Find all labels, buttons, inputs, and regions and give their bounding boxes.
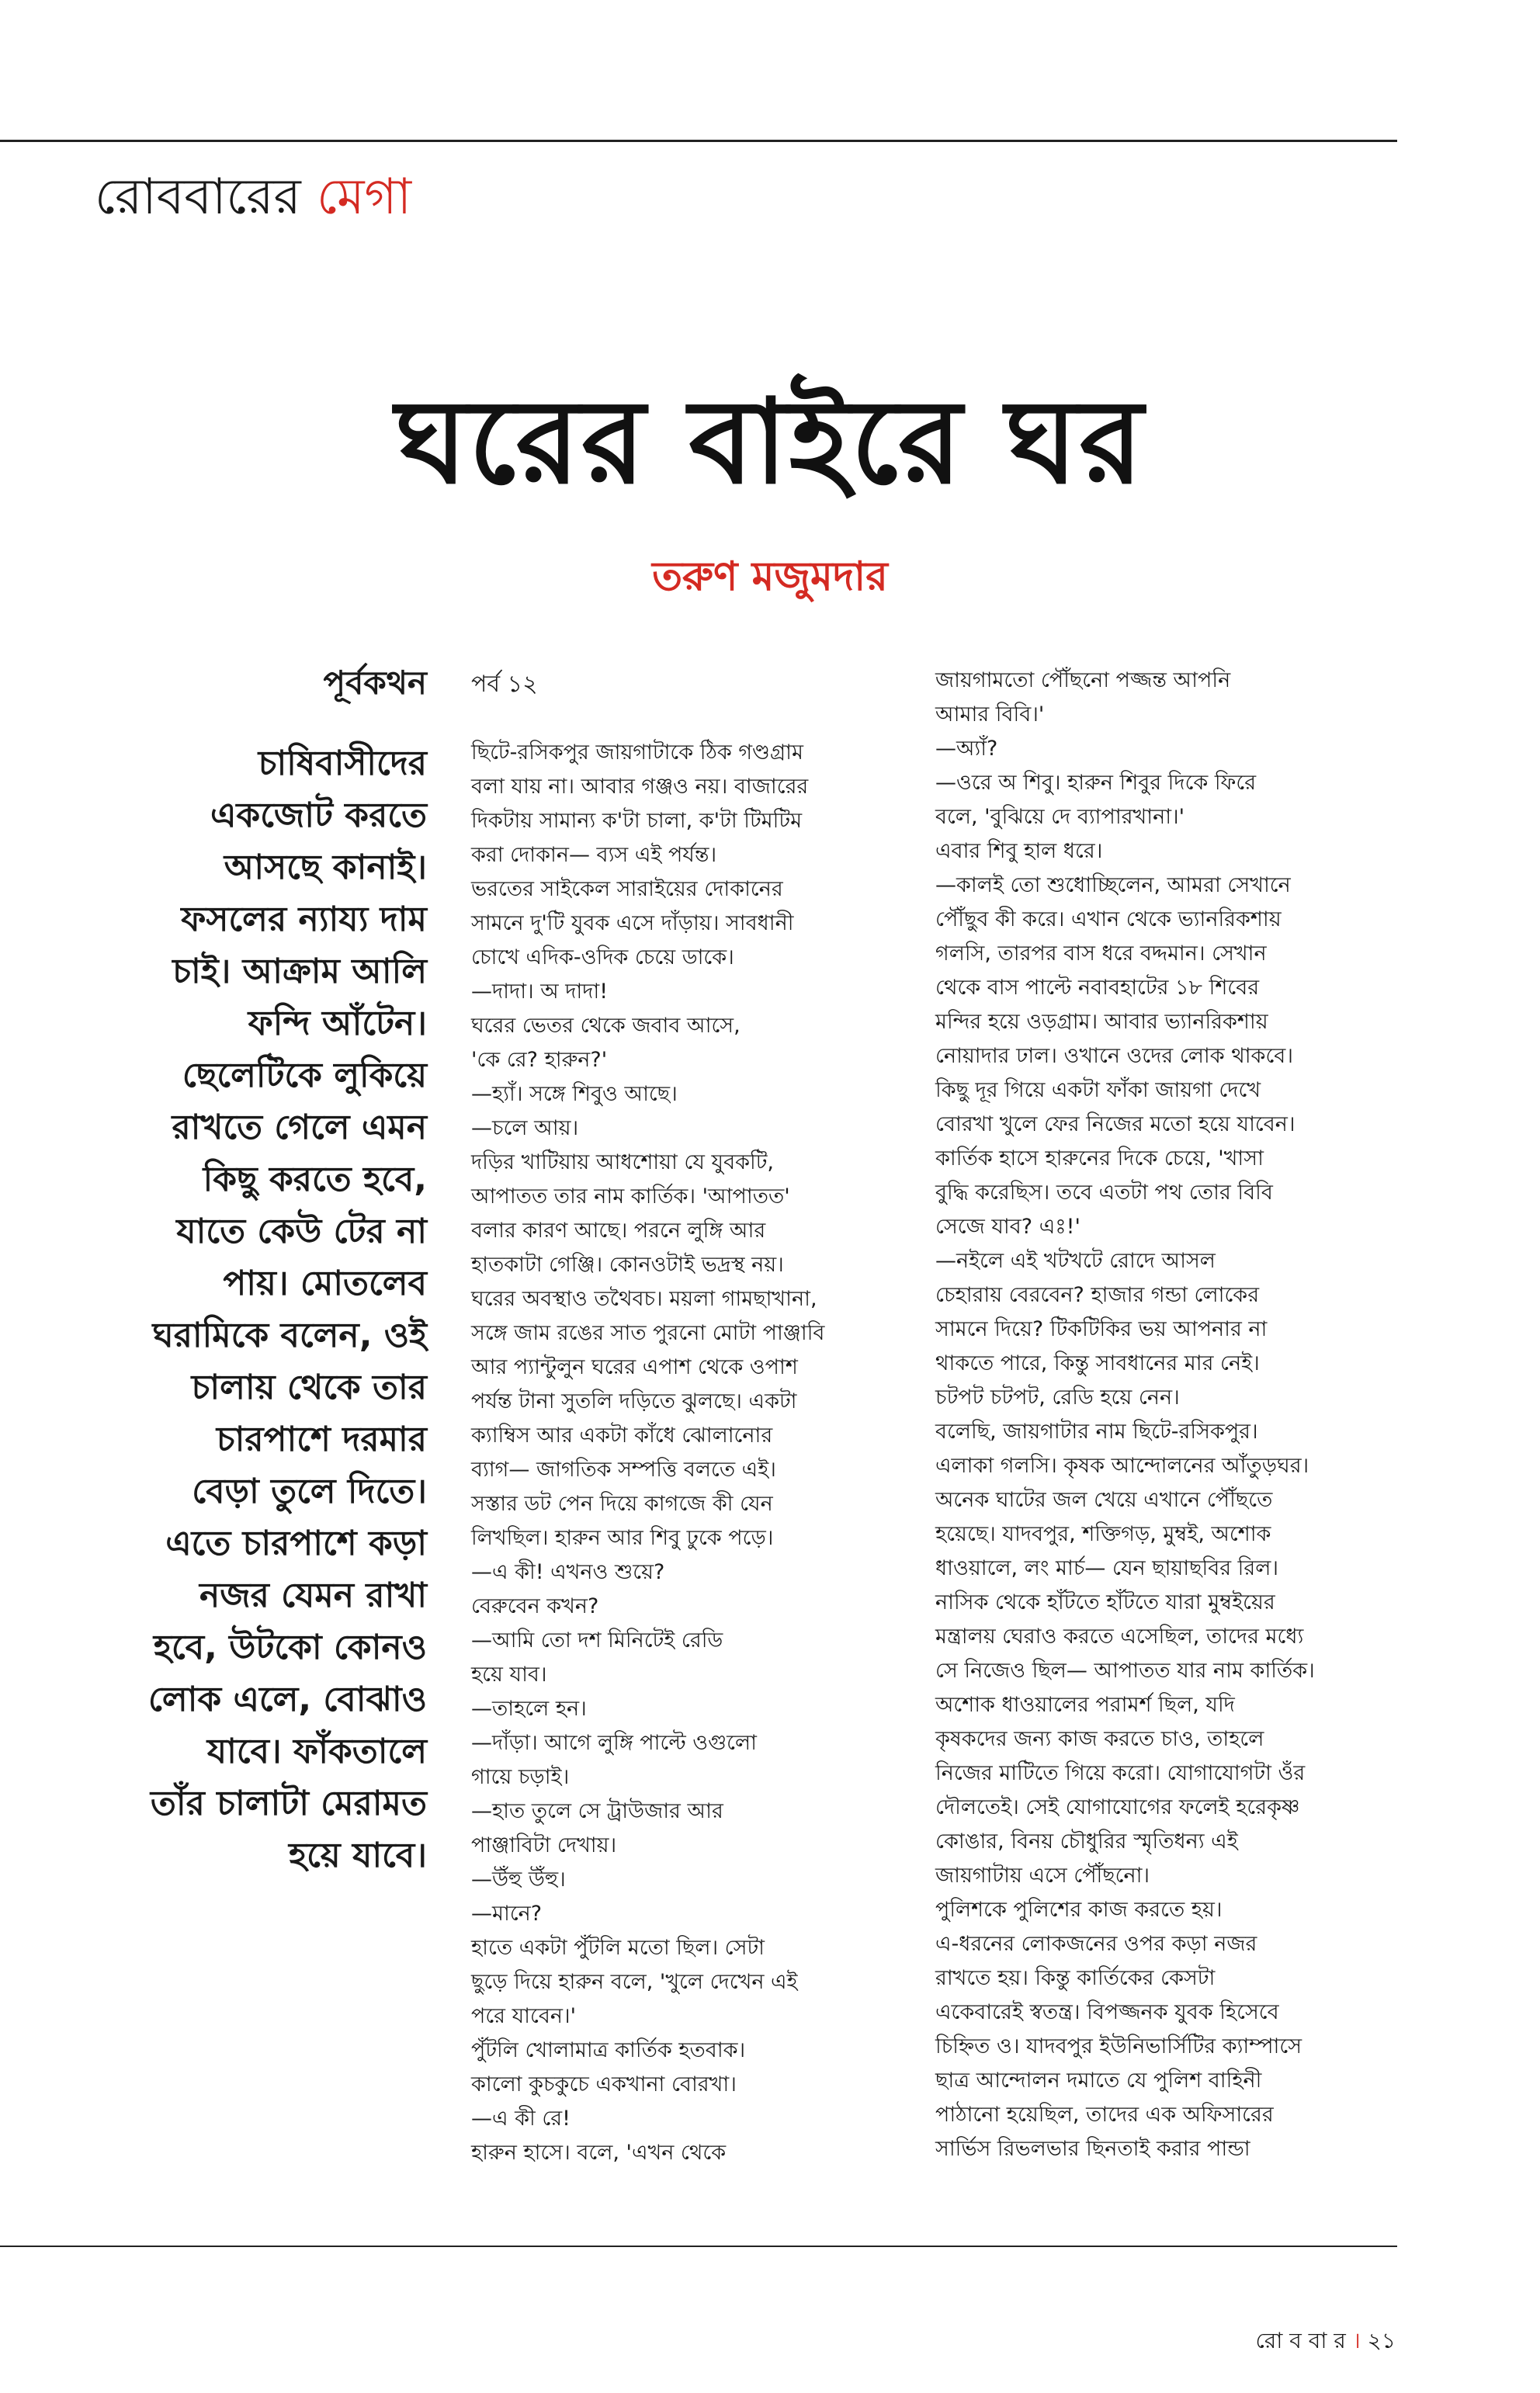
text-line: ধাওয়ালে, লং মার্চ— যেন ছায়াছবির রিল। [935,1556,1279,1580]
text-line: আমার বিবি।' [935,702,1045,727]
text-line: চটপট চটপট, রেডি হয়ে নেন। [935,1386,1180,1410]
section-highlight: মেগা [317,168,412,226]
text-line: দৌলতেই। সেই যোগাযোগের ফলেই হরেকৃষ্ণ [935,1795,1300,1819]
page-number: ২১ [1367,2328,1396,2353]
text-line: থাকতে পারে, কিন্তু সাবধানের মার নেই। [935,1351,1260,1375]
text-line: সার্ভিস রিভলভার ছিনতাই করার পান্ডা [935,2137,1250,2161]
summary-line: এতে চারপাশে কড়া [165,1524,427,1563]
text-line: হাতে একটা পুঁটলি মতো ছিল। সেটা [471,1936,765,1960]
text-line: করা দোকান— ব্যস এই পর্যন্ত। [471,843,717,867]
text-line: —অ্যাঁ? [935,737,998,761]
summary-line: লোক এলে, বোঝাও [147,1680,427,1719]
summary-line: চাষিবাসীদের [258,744,427,783]
page-footer [1256,2325,1396,2357]
text-line: কৃষকদের জন্য কাজ করতে চাও, তাহলে [935,1727,1264,1751]
summary-line: যাবে। ফাঁকতালে [206,1732,427,1771]
text-line: রাখতে হয়। কিন্তু কার্তিকের কেসটা [935,1966,1216,1990]
text-line: আর প্যান্টুলুন ঘরের এপাশ থেকে ওপাশ [471,1355,798,1379]
summary-line: ঘরামিকে বলেন, ওই [152,1316,427,1355]
summary-line: ছেলেটিকে লুকিয়ে [182,1056,427,1095]
text-line: ঘরের ভেতর থেকে জবাব আসে, [471,1014,741,1038]
summary-line: আসছে কানাই। [224,848,427,887]
text-line: —মানে? [471,1902,543,1926]
text-line: একেবারেই স্বতন্ত্র। বিপজ্জনক যুবক হিসেবে [935,2000,1279,2024]
summary-line: ফসলের ন্যায্য দাম [181,900,427,939]
summary-line: চারপাশে দরমার [216,1420,427,1459]
text-line: নাসিক থেকে হাঁটতে হাঁটতে যারা মুম্বইয়ের [935,1590,1275,1614]
text-column-1 [471,668,836,2170]
text-line: —এ কী রে! [471,2107,571,2131]
text-line: —চলে আয়। [471,1116,579,1140]
text-line: —এ কী! এখনও শুয়ে? [471,1560,665,1584]
text-line: ছুড়ে দিয়ে হারুন বলে, 'খুলে দেখেন এই [471,1970,798,1994]
text-line: বুদ্ধি করেছিস। তবে এতটা পথ তোর বিবি [935,1181,1273,1205]
text-line: ব্যাগ— জাগতিক সম্পত্তি বলতে এই। [471,1458,776,1482]
text-line: পুঁটলি খোলামাত্র কার্তিক হতবাক। [471,2038,746,2062]
text-line: —দাঁড়া। আগে লুঙ্গি পাল্টে ওগুলো [471,1731,757,1755]
summary-line: চাই। আক্রাম আলি [172,952,427,991]
text-line: লিখছিল। হারুন আর শিবু ঢুকে পড়ে। [471,1526,774,1550]
summary-line: হবে, উটকো কোনও [153,1628,427,1667]
text-line: সস্তার ডট পেন দিয়ে কাগজে কী যেন [471,1492,773,1516]
text-line: —উঁহু উঁহু। [471,1868,566,1892]
text-line: —হাত তুলে সে ট্রাউজার আর [471,1799,723,1823]
text-line: —নইলে এই খটখটে রোদে আসল [935,1249,1216,1273]
text-line: ছাত্র আন্দোলন দমাতে যে পুলিশ বাহিনী [935,2069,1262,2093]
text-line: জায়গামতো পৌঁছনো পজ্জন্ত আপনি [935,668,1231,692]
text-line: সঙ্গে জাম রঙের সাত পুরনো মোটা পাঞ্জাবি [471,1321,825,1345]
text-line: ক্যাম্বিস আর একটা কাঁধে ঝোলানোর [471,1424,773,1448]
author-name: তরুণ মজুমদার [652,553,888,600]
text-line: সামনে দু'টি যুবক এসে দাঁড়ায়। সাবধানী [471,911,794,935]
section-header [95,166,411,228]
part-number: পর্ব ১২ [471,671,538,698]
text-line: গায়ে চড়াই। [471,1765,570,1789]
column-2-body [935,664,1370,2166]
text-line: পরে যাবেন।' [471,2004,577,2028]
text-line: বলেছি, জায়গাটার নাম ছিটে-রসিকপুর। [935,1420,1258,1444]
text-line: বেরুবেন কখন? [471,1594,599,1618]
text-line: 'কে রে? হারুন?' [471,1048,608,1072]
text-line: —কালই তো শুধোচ্ছিলেন, আমরা সেখানে [935,873,1291,897]
text-line: —দাদা। অ দাদা! [471,980,609,1004]
summary-line: চালায় থেকে তার [191,1368,427,1407]
text-line: আপাতত তার নাম কার্তিক। 'আপাতত' [471,1184,790,1209]
footer-separator: । [1352,2328,1361,2353]
text-line: অনেক ঘাটের জল খেয়ে এখানে পৌঁছতে [935,1488,1273,1512]
summary-line: কিছু করতে হবে, [203,1160,427,1199]
text-line: নোয়াদার ঢাল। ওখানে ওদের লোক থাকবে। [935,1044,1293,1068]
text-line: ভরতের সাইকেল সারাইয়ের দোকানের [471,877,783,901]
text-line: হারুন হাসে। বলে, 'এখন থেকে [471,2141,727,2165]
text-line: বলার কারণ আছে। পরনে লুঙ্গি আর [471,1219,766,1243]
text-line: বোরখা খুলে ফের নিজের মতো হয়ে যাবেন। [935,1112,1295,1136]
text-line: কার্তিক হাসে হারুনের দিকে চেয়ে, 'খাসা [935,1146,1264,1170]
previously-sidebar [47,660,427,1881]
summary-line: তাঁর চালাটা মেরামত [150,1784,427,1823]
bottom-rule [0,2246,1397,2247]
summary-line: বেড়া তুলে দিতে। [192,1472,427,1511]
magazine-name: রো ব বা র [1255,2328,1346,2353]
text-line: চোখে এদিক-ওদিক চেয়ে ডাকে। [471,945,734,969]
text-line: হয়ে যাব। [471,1663,547,1687]
column-1-body [471,736,836,2170]
text-line: গলসি, তারপর বাস ধরে বদ্দমান। সেখান [935,942,1267,966]
text-line: —আমি তো দশ মিনিটেই রেডি [471,1628,723,1653]
text-line: পর্যন্ত টানা সুতলি দড়িতে ঝুলছে। একটা [471,1389,797,1413]
text-line: সামনে দিয়ে? টিকটিকির ভয় আপনার না [935,1317,1268,1341]
text-line: দিকটায় সামান্য ক'টা চালা, ক'টা টিমটিম [471,809,803,833]
text-line: এবার শিবু হাল ধরে। [935,839,1103,863]
summary-line: একজোট করতে [210,796,427,835]
text-line: পাঞ্জাবিটা দেখায়। [471,1833,617,1857]
text-line: নিজের মাটিতে গিয়ে করো। যোগাযোগটা ওঁর [935,1761,1306,1785]
text-line: বলা যায় না। আবার গঞ্জও নয়। বাজারের [471,775,809,799]
text-line: পৌঁছুব কী করে। এখান থেকে ভ্যানরিকশায় [935,907,1282,931]
text-line: —হ্যাঁ। সঙ্গে শিবুও আছে। [471,1082,678,1106]
text-line: পুলিশকে পুলিশের কাজ করতে হয়। [935,1898,1223,1922]
text-line: দড়ির খাটিয়ায় আধশোয়া যে যুবকটি, [471,1150,775,1174]
text-line: হাতকাটা গেঞ্জি। কোনওটাই ভদ্রস্থ নয়। [471,1253,784,1277]
text-line: থেকে বাস পাল্টে নবাবহাটের ১৮ শিবের [935,976,1260,1000]
text-line: এলাকা গলসি। কৃষক আন্দোলনের আঁতুড়ঘর। [935,1454,1309,1478]
text-line: কালো কুচকুচে একখানা বোরখা। [471,2072,737,2096]
text-line: অশোক ধাওয়ালের পরামর্শ ছিল, যদি [935,1693,1235,1717]
previously-label: পূর্বকথন [323,664,427,702]
text-line: —তাহলে হন। [471,1697,587,1721]
text-line: এ-ধরনের লোকজনের ওপর কড়া নজর [935,1932,1257,1956]
text-line: চিহ্নিত ও। যাদবপুর ইউনিভার্সিটির ক্যাম্পাসে [935,2034,1302,2058]
text-line: ঘরের অবস্থাও তথৈবচ। ময়লা গামছাখানা, [471,1287,817,1311]
summary-line: পায়। মোতলেব [223,1264,427,1303]
text-line: কিছু দূর গিয়ে একটা ফাঁকা জায়গা দেখে [935,1078,1261,1102]
text-line: মন্দির হয়ে ওড়গ্রাম। আবার ভ্যানরিকশায় [935,1010,1268,1034]
summary-line: যাতে কেউ টের না [176,1212,427,1251]
text-line: কোঙার, বিনয় চৌধুরির স্মৃতিধন্য এই [935,1829,1238,1854]
text-line: মন্ত্রালয় ঘেরাও করতে এসেছিল, তাদের মধ্যে [935,1625,1304,1649]
text-line: পাঠানো হয়েছিল, তাদের এক অফিসারের [935,2103,1274,2127]
text-column-2 [935,664,1370,2166]
summary-line: হয়ে যাবে। [288,1836,427,1875]
top-rule [0,140,1397,142]
text-line: সেজে যাব? এঃ!' [935,1215,1080,1239]
text-line: —ওরে অ শিবু। হারুন শিবুর দিকে ফিরে [935,771,1257,795]
text-line: বলে, 'বুঝিয়ে দে ব্যাপারখানা।' [935,805,1185,829]
text-line: জায়গাটায় এসে পৌঁছনো। [935,1864,1150,1888]
story-title: ঘরের বাইরে ঘর [395,375,1145,510]
summary-line: ফন্দি আঁটেন। [248,1004,427,1043]
summary-line: নজর যেমন রাখা [199,1576,427,1615]
previously-summary [47,737,427,1881]
text-line: চেহারায় বেরবেন? হাজার গন্ডা লোকের [935,1283,1260,1307]
summary-line: রাখতে গেলে এমন [172,1108,427,1147]
text-line: ছিটে-রসিকপুর জায়গাটাকে ঠিক গণ্ডগ্রাম [471,740,803,765]
text-line: সে নিজেও ছিল— আপাতত যার নাম কার্তিক। [935,1659,1315,1683]
section-name: রোববারের [95,168,301,226]
text-line: হয়েছে। যাদবপুর, শক্তিগড়, মুম্বই, অশোক [935,1522,1271,1546]
